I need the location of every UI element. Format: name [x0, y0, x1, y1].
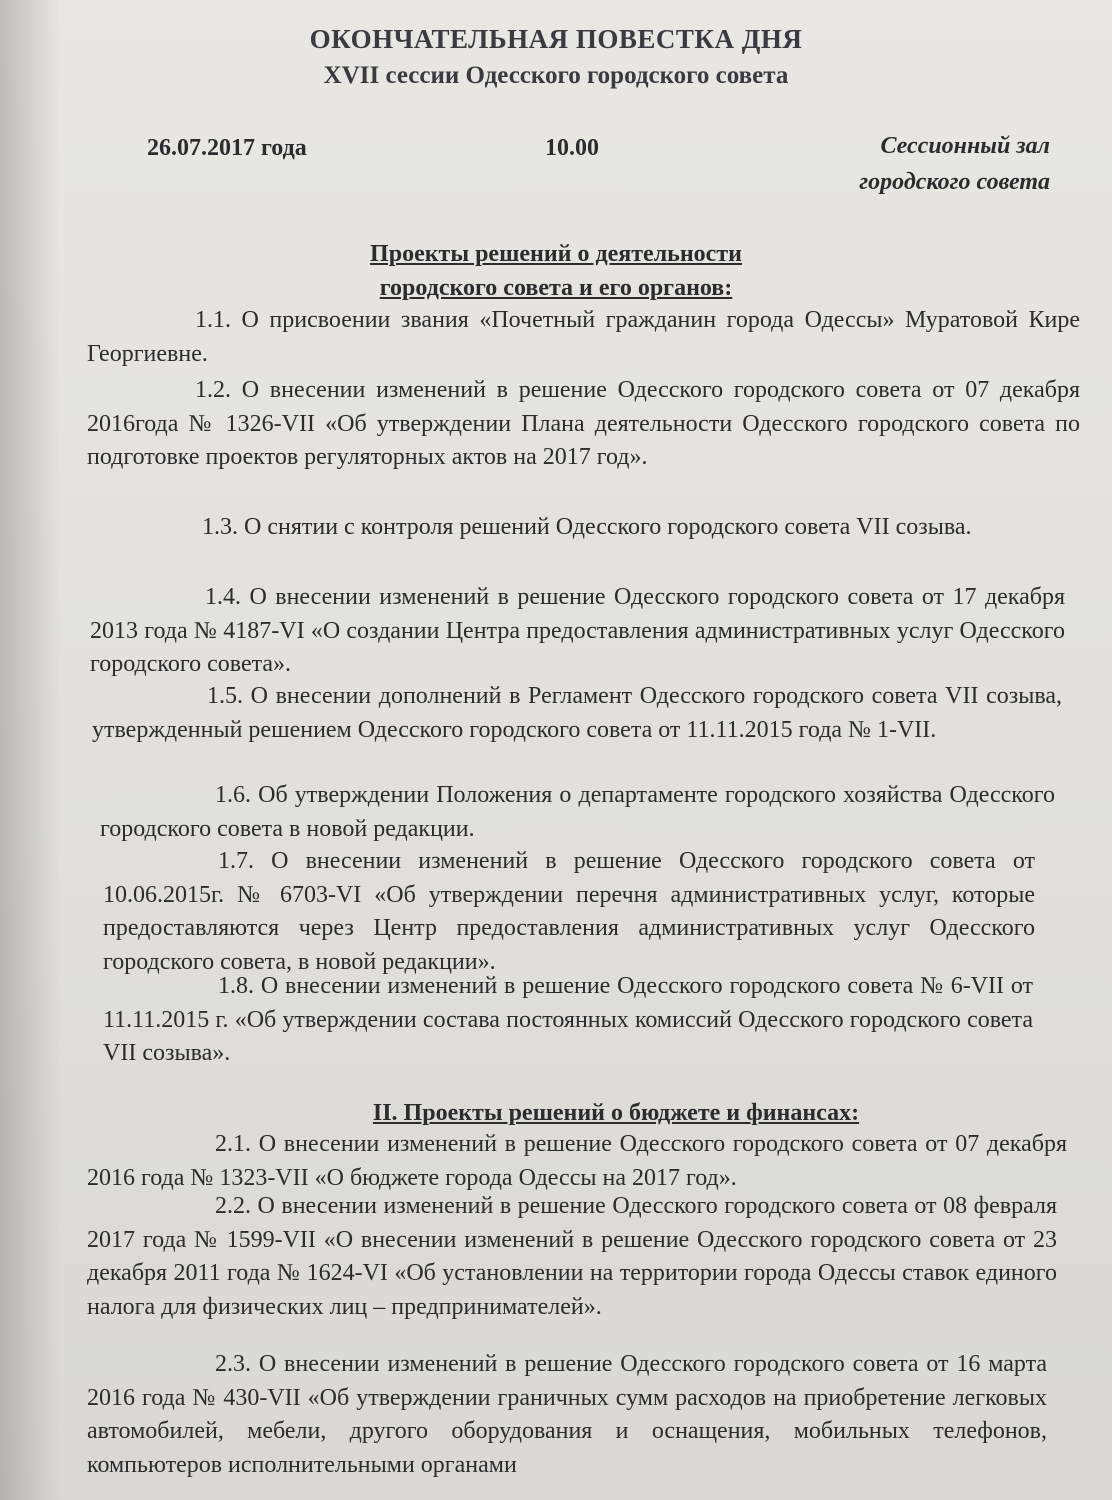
item-text: О внесении изменений в решение Одесского городского совета от 17 декабря 2013 года № 4187-VI «О создании Центра предоставления административных услуг Одесского городского совета». [90, 584, 1066, 677]
item-text: О внесении дополнений в Регламент Одесского городского совета VII созыва, утвержденный решением Одесского городского совета от 11.11.2015 года № 1-VII. [92, 683, 1062, 743]
agenda-item [87, 1190, 1057, 1324]
item-text: О внесении изменений в решение Одесского городского совета от 10.06.2015г. № 6703-VI «Об утверждении перечня административных услуг, которые предоставляются через Центр предоставления административных услуг Одесского городского совета, в новой редакции». [103, 848, 1035, 975]
item-text: О внесении изменений в решение Одесского городского совета от 16 марта 2016 года № 430-VII «Об утверждении граничных сумм расходов на приобретение легковых автомобилей, мебели, другого оборудования и оснащения, мобильных телефонов, компьютеров исполнительными органами [87, 1351, 1048, 1478]
item-number: 1.5. [207, 683, 243, 709]
item-number: 1.7. [218, 848, 254, 874]
agenda-item [87, 304, 1080, 371]
session-time: 10.00 [545, 135, 599, 161]
item-text: Об утверждении Положения о департаменте городского хозяйства Одесского городского совета в новой редакции. [100, 782, 1055, 842]
agenda-item [100, 779, 1055, 846]
document-subtitle: XVII сессии Одесского городского совета [323, 62, 789, 89]
item-text: О внесении изменений в решение Одесского городского совета от 07 декабря 2016года № 1326-VII «Об утверждении Плана деятельности Одесского городского совета по подготовке проектов регуляторных актов на 2017 год». [87, 377, 1080, 470]
session-place-line1: Сессионный зал [880, 133, 1050, 159]
agenda-item [103, 845, 1035, 979]
item-text: О присвоении звания «Почетный гражданин города Одессы» Муратовой Кире Георгиевне. [87, 307, 1081, 367]
page-shadow [0, 0, 60, 1500]
section1-title-line1: Проекты решений о деятельности [370, 241, 742, 267]
agenda-item [87, 1348, 1047, 1482]
item-text: О снятии с контроля решений Одесского городского совета VII созыва. [244, 514, 972, 540]
item-text: О внесении изменений в решение Одесского городского совета от 07 декабря 2016 года № 1323-VII «О бюджете города Одессы на 2017 год». [87, 1131, 1067, 1191]
item-number: 1.2. [195, 377, 231, 403]
agenda-item [90, 581, 1065, 682]
session-place [760, 128, 1050, 200]
agenda-item [103, 970, 1033, 1071]
agenda-item [87, 511, 1067, 545]
item-number: 1.4. [205, 584, 241, 610]
session-place-line2: городского совета [859, 169, 1050, 195]
item-number: 1.8. [218, 973, 254, 999]
session-date: 26.07.2017 года [147, 135, 307, 161]
agenda-item [92, 680, 1062, 747]
item-number: 1.3. [202, 514, 238, 540]
section1-title-line2: городского совета и его органов: [379, 275, 733, 301]
item-text: О внесении изменений в решение Одесского городского совета № 6-VII от 11.11.2015 г. «Об утверждении состава постоянных комиссий Одесского городского совета VII созыва». [103, 973, 1034, 1066]
item-number: 2.1. [215, 1131, 251, 1157]
agenda-item [87, 1128, 1067, 1195]
item-number: 1.1. [195, 307, 231, 333]
item-number: 1.6. [215, 782, 251, 808]
agenda-item [87, 374, 1080, 475]
section2-title: II. Проекты решений о бюджете и финансах: [372, 1100, 860, 1126]
item-number: 2.3. [215, 1351, 251, 1377]
document-title: ОКОНЧАТЕЛЬНАЯ ПОВЕСТКА ДНЯ [309, 24, 803, 54]
item-number: 2.2. [215, 1193, 251, 1219]
item-text: О внесении изменений в решение Одесского городского совета от 08 февраля 2017 года № 1599-VII «О внесении изменений в решение Одесского городского совета от 23 декабря 2011 года № 1624-VI «Об установлении на территории города Одессы ставок единого налога для физических лиц – предпринимателей». [87, 1193, 1058, 1320]
